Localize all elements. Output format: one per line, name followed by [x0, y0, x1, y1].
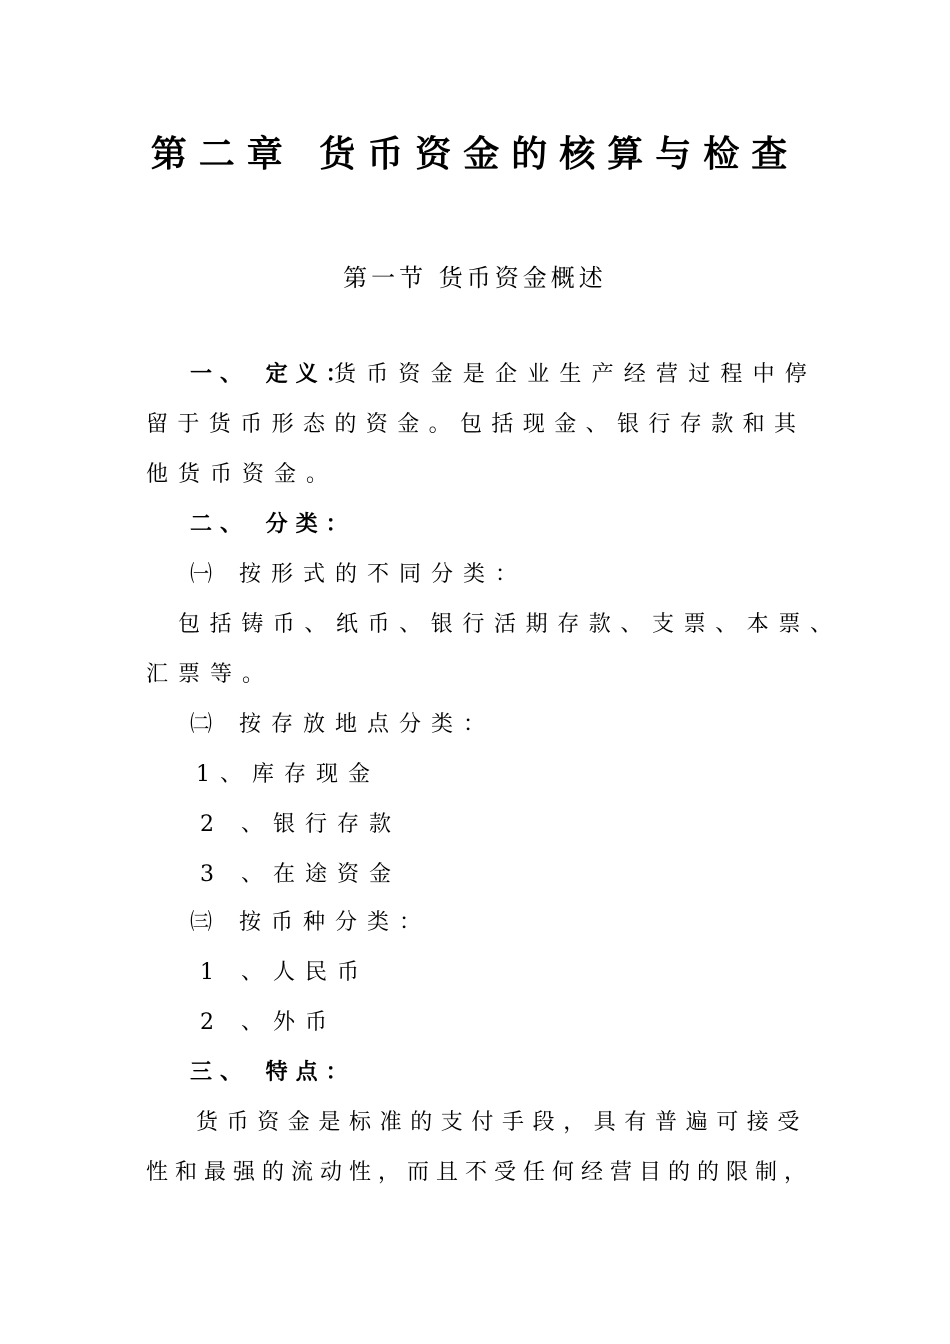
definition-text-start: 货币资金是企业生产经营过程中停	[334, 362, 818, 387]
section-title: 第一节 货币资金概述	[343, 264, 607, 292]
chapter-title: 第二章 货币资金的核算与检查	[150, 134, 800, 175]
by-form-line-2: 汇票等。	[146, 662, 275, 687]
features-line-2: 性和最强的流动性，而且不受任何经营目的的限制，	[146, 1160, 814, 1185]
by-form-line-1: 包括铸币、纸币、银行活期存款、支票、本票、	[178, 612, 842, 637]
definition-heading: 一、 定义：	[190, 362, 356, 387]
classification-heading: 二、 分类：	[190, 512, 356, 537]
definition-line-1	[0, 355, 950, 395]
definition-line-2: 留于货币形态的资金。包括现金、银行存款和其	[146, 412, 806, 437]
by-currency-heading: ㈢ 按币种分类：	[190, 910, 431, 935]
features-line-1: 货币资金是标准的支付手段，具有普遍可接受	[196, 1110, 809, 1135]
features-heading: 三、 特点：	[190, 1060, 356, 1085]
list-item: 1 、人民币	[200, 960, 369, 985]
list-item: 3 、在途资金	[200, 862, 401, 887]
list-item: 1、库存现金	[196, 762, 380, 787]
list-item: 2 、外币	[200, 1010, 337, 1035]
by-location-heading: ㈡ 按存放地点分类：	[190, 712, 495, 737]
by-form-heading: ㈠ 按形式的不同分类：	[190, 562, 527, 587]
list-item: 2 、银行存款	[200, 812, 401, 837]
definition-line-3: 他货币资金。	[146, 462, 339, 487]
